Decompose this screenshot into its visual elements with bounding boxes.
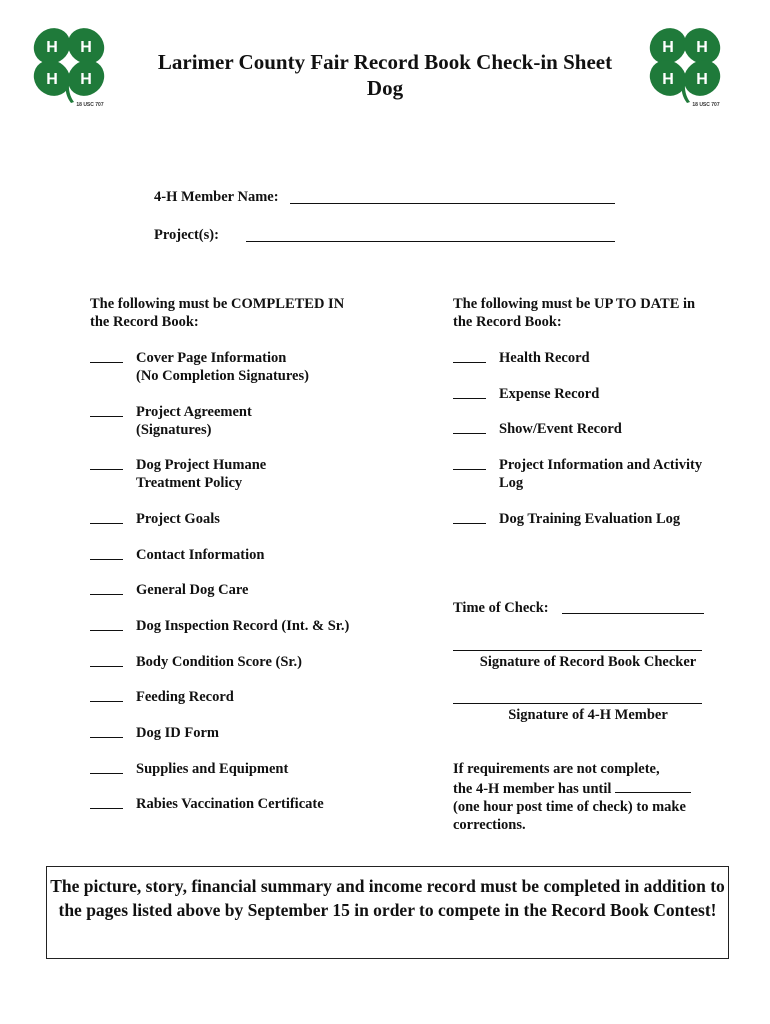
contest-deadline-note [46, 866, 729, 959]
check-blank[interactable] [90, 416, 123, 417]
check-blank[interactable] [90, 701, 123, 702]
item-label: Contact Information [136, 547, 265, 563]
time-of-check-label: Time of Check: [453, 600, 549, 616]
projects-row [154, 226, 219, 244]
time-of-check-field[interactable] [562, 597, 704, 614]
svg-text:H: H [662, 39, 674, 56]
member-name-field[interactable] [290, 186, 615, 204]
title-line-1: Larimer County Fair Record Book Check-in Sheet [157, 50, 613, 74]
svg-text:H: H [662, 71, 674, 88]
item-label: Project Agreement (Signatures) [136, 404, 252, 438]
check-blank[interactable] [90, 523, 123, 524]
item-label: Body Condition Score (Sr.) [136, 654, 302, 670]
member-name-row [154, 188, 279, 206]
check-blank[interactable] [453, 362, 486, 363]
check-blank[interactable] [90, 594, 123, 595]
title-line-2: Dog [366, 76, 404, 100]
deadline-blank[interactable] [615, 778, 691, 793]
item-label: Dog Training Evaluation Log [499, 511, 681, 527]
item-label: Dog Project Humane Treatment Policy [136, 457, 267, 491]
page-title [120, 49, 650, 101]
item-label: General Dog Care [136, 582, 249, 598]
requirements-note: If requirements are not complete, the 4-H member has until (one hour post time of check) to make corrections. [453, 760, 733, 834]
member-name-label: 4-H Member Name: [154, 189, 279, 205]
member-signature-line[interactable] [453, 687, 702, 704]
check-blank[interactable] [90, 630, 123, 631]
check-blank[interactable] [453, 398, 486, 399]
checker-signature-line[interactable] [453, 634, 702, 651]
svg-text:18 USC 707: 18 USC 707 [692, 102, 720, 108]
check-blank[interactable] [90, 737, 123, 738]
item-label: Cover Page Information (No Completion Signatures) [136, 350, 309, 384]
item-label: Feeding Record [136, 689, 234, 705]
left-column-heading: The following must be COMPLETED IN the Record Book: [90, 296, 345, 330]
check-blank[interactable] [90, 773, 123, 774]
item-label: Dog Inspection Record (Int. & Sr.) [136, 618, 350, 634]
check-blank[interactable] [90, 559, 123, 560]
item-label: Supplies and Equipment [136, 761, 289, 777]
svg-text:H: H [80, 71, 92, 88]
checker-signature-label: Signature of Record Book Checker [479, 654, 697, 670]
item-label: Health Record [499, 350, 590, 366]
svg-text:18 USC 707: 18 USC 707 [76, 102, 104, 108]
clover-logo-left [30, 24, 110, 108]
item-label: Project Information and Activity Log [499, 457, 703, 491]
item-label: Rabies Vaccination Certificate [136, 796, 324, 812]
svg-text:H: H [46, 71, 58, 88]
contest-deadline-text: The picture, story, financial summary and income record must be completed in addition to the pages listed above by September 15 in order to compete in the Record Book Contest! [50, 876, 725, 920]
item-label: Project Goals [136, 511, 220, 527]
four-leaf-clover-icon [30, 24, 110, 108]
check-blank[interactable] [453, 469, 486, 470]
right-column-heading: The following must be UP TO DATE in the Record Book: [453, 296, 696, 330]
member-signature-label: Signature of 4-H Member [508, 707, 668, 723]
projects-label: Project(s): [154, 227, 219, 243]
projects-field[interactable] [246, 224, 615, 242]
clover-logo-right [646, 24, 726, 108]
svg-text:H: H [696, 71, 708, 88]
item-label: Dog ID Form [136, 725, 219, 741]
check-blank[interactable] [90, 469, 123, 470]
four-leaf-clover-icon [646, 24, 726, 108]
item-label: Show/Event Record [499, 421, 622, 437]
check-blank[interactable] [453, 433, 486, 434]
check-blank[interactable] [90, 666, 123, 667]
svg-text:H: H [696, 39, 708, 56]
svg-text:H: H [46, 39, 58, 56]
check-blank[interactable] [90, 362, 123, 363]
item-label: Expense Record [499, 386, 600, 402]
check-blank[interactable] [453, 523, 486, 524]
svg-text:H: H [80, 39, 92, 56]
check-blank[interactable] [90, 808, 123, 809]
